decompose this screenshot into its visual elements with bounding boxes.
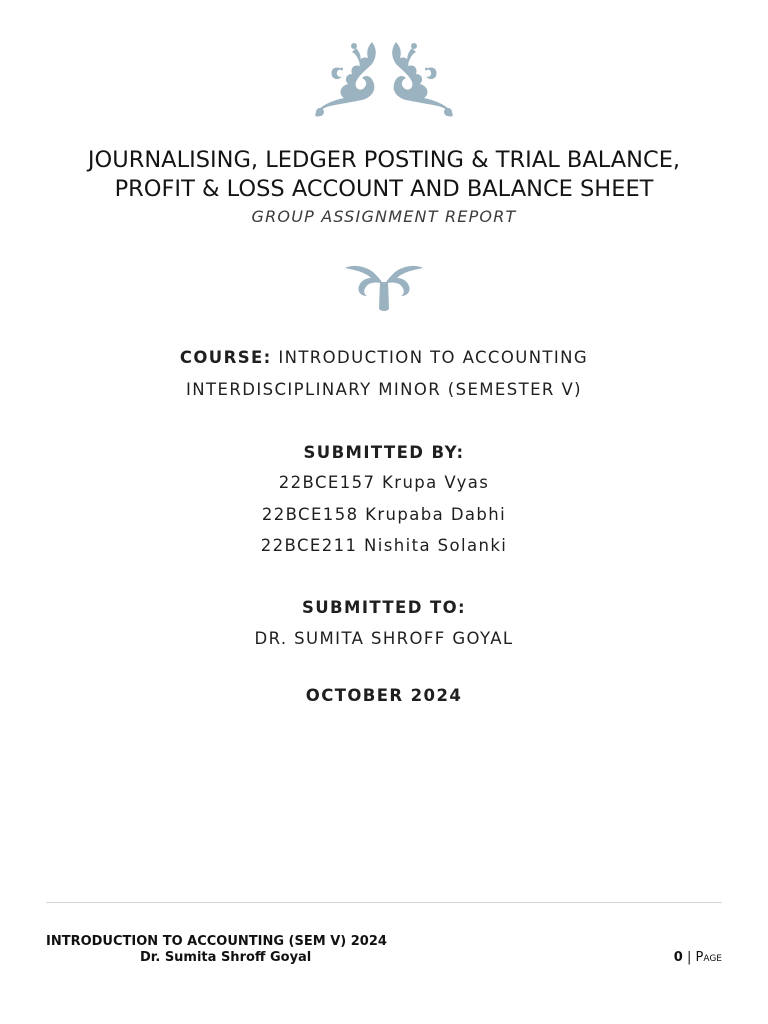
fleuron-icon — [343, 262, 425, 314]
page-label: Page — [695, 950, 722, 965]
report-title — [0, 146, 768, 204]
member-1: 22BCE157 Krupa Vyas — [278, 473, 490, 492]
footer-course: INTRODUCTION TO ACCOUNTING (SEM V) 2024 — [46, 934, 387, 949]
page-number-block — [674, 950, 722, 965]
page-separator: | — [682, 950, 696, 965]
page-number: 0 — [673, 950, 683, 965]
submitted-to-label: SUBMITTED TO: — [301, 598, 467, 617]
member-2: 22BCE158 Krupaba Dabhi — [261, 505, 507, 524]
footer-divider — [46, 902, 722, 903]
footer-instructor: Dr. Sumita Shroff Goyal — [140, 950, 312, 965]
course-line2: INTERDISCIPLINARY MINOR (SEMESTER V) — [186, 380, 582, 399]
member-3: 22BCE211 Nishita Solanki — [260, 536, 508, 555]
submitted-by-label: SUBMITTED BY: — [303, 443, 465, 462]
report-subtitle: GROUP ASSIGNMENT REPORT — [251, 207, 517, 226]
course-label: COURSE: — [179, 348, 272, 367]
submitted-to-name: DR. SUMITA SHROFF GOYAL — [254, 629, 514, 648]
report-date: OCTOBER 2024 — [305, 686, 463, 705]
floral-flourish-icon — [310, 40, 458, 120]
footer-left — [46, 934, 426, 966]
report-title-line1: JOURNALISING, LEDGER POSTING & TRIAL BALANCE, — [87, 147, 681, 173]
course-line — [0, 348, 768, 367]
course-value: INTRODUCTION TO ACCOUNTING — [271, 348, 589, 367]
report-title-line2: PROFIT & LOSS ACCOUNT AND BALANCE SHEET — [114, 176, 654, 202]
